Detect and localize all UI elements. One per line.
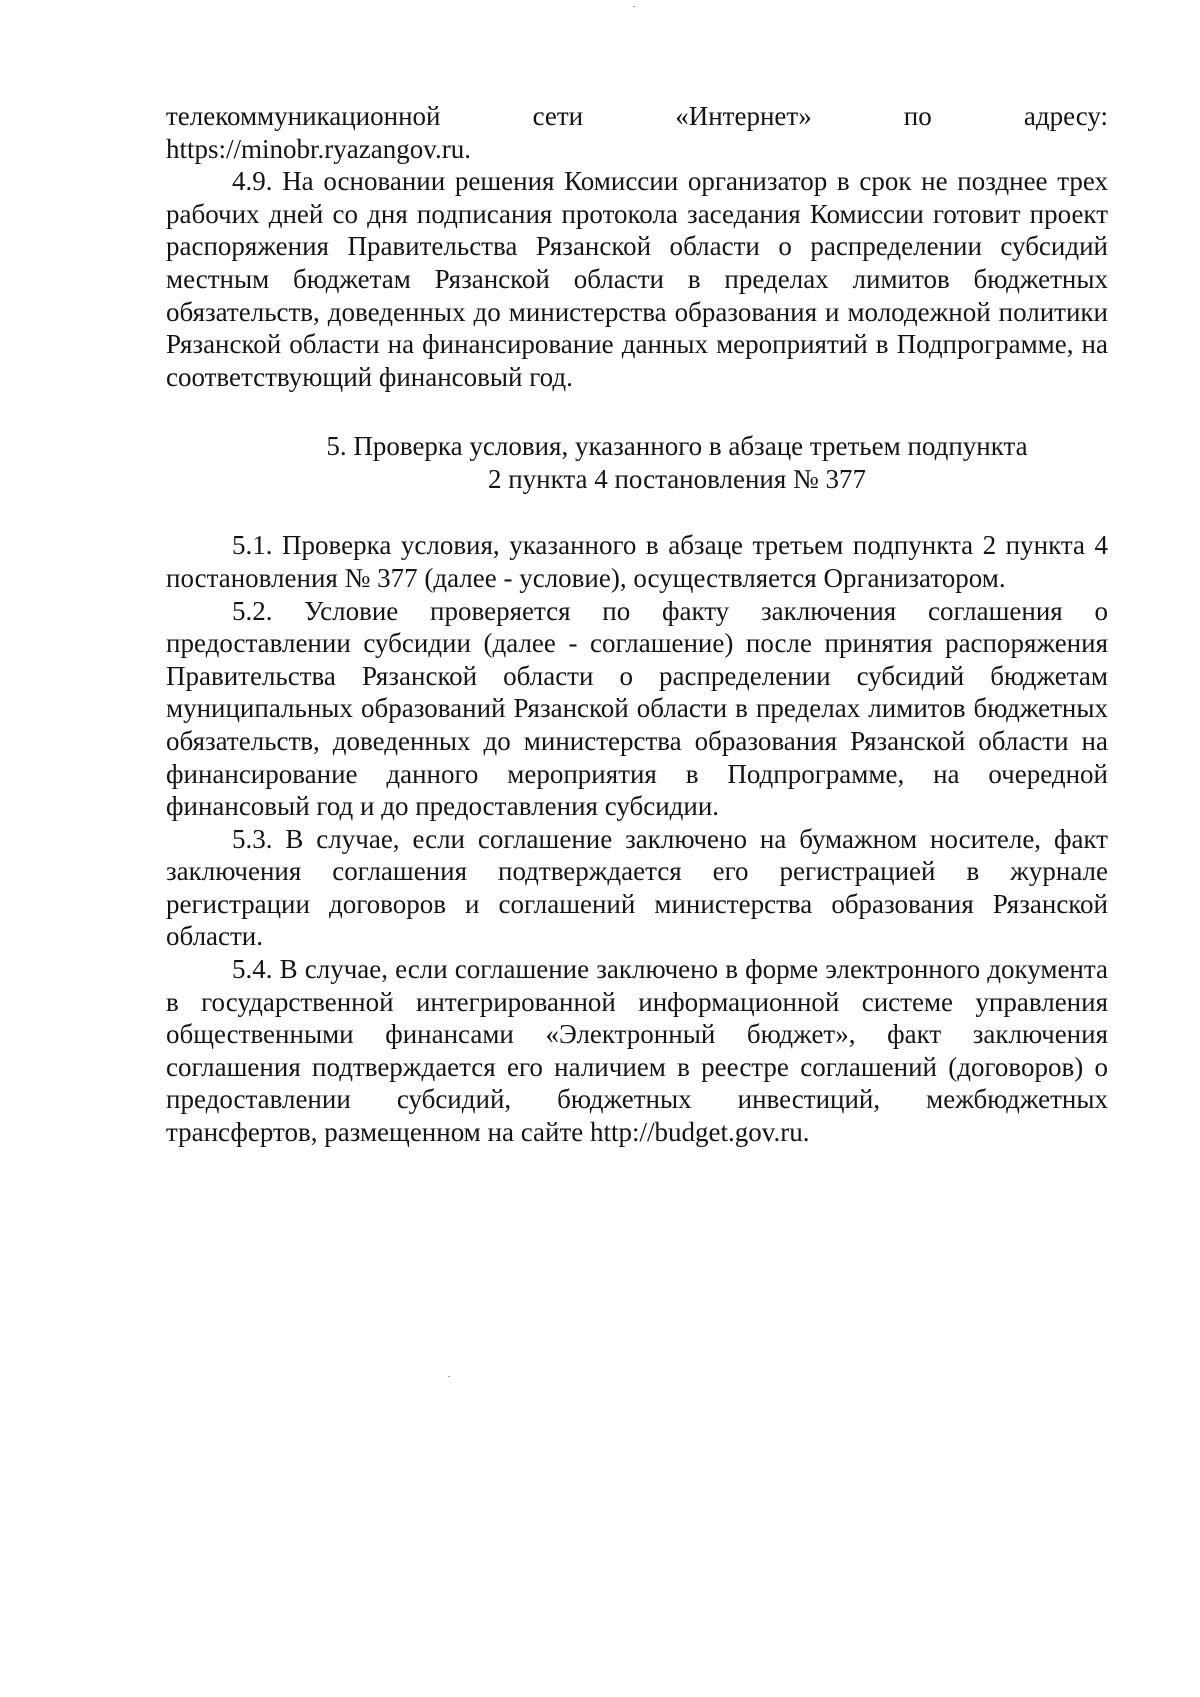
scan-speck [448,1376,450,1377]
document-body [166,100,1108,1149]
paragraph-5-1: 5.1. Проверка условия, указанного в абзаце третьем подпункта 2 пункта 4 постановления № 377 (далее - условие), осуществляется Организатором. [166,530,1108,593]
paragraph-5-2: 5.2. Условие проверяется по факту заключения соглашения о предоставлении субсидии (далее - соглашение) после принятия распоряжения Правительства Рязанской области о распределении субсидий бюджетам муниципальных образований Рязанской области в пределах лимитов бюджетных обязательств, доведенных до министерства образования Рязанской области на финансирование данного мероприятия в Подпрограмме, на очередной финансовый год и до предоставления субсидии. [166,595,1108,822]
section-5-heading-line-1: 5. Проверка условия, указанного в абзаце третьем подпункта [326,431,1028,462]
paragraph-5-4: 5.4. В случае, если соглашение заключено в форме электронного документа в государственной интегрированной информационной системе управления общественными финансами «Электронный бюджет», факт заключения соглашения подтверждается его наличием в реестре соглашений (договоров) о предоставлении субсидий, бюджетных инвестиций, межбюджетных трансфертов, размещенном на сайте http://budget.gov.ru. [166,954,1108,1148]
opening-url: https://minobr.ryazangov.ru. [166,133,471,164]
paragraph-4-9: 4.9. На основании решения Комиссии организатор в срок не позднее трех рабочих дней со дня подписания протокола заседания Комиссии готовит проект распоряжения Правительства Рязанской области о распределении субсидий местным бюджетам Рязанской области в пределах лимитов бюджетных обязательств, доведенных до министерства образования и молодежной политики Рязанской области на финансирование данных мероприятий в Подпрограмме, на соответствующий финансовый год. [166,166,1108,392]
opening-line: телекоммуникационной сети «Интернет» по адресу: [166,101,1108,131]
section-5-heading [166,430,1108,496]
paragraph-5-3: 5.3. В случае, если соглашение заключено на бумажном носителе, факт заключения соглашения подтверждается его регистрацией в журнале регистрации договоров и соглашений министерства образования Рязанской области. [166,823,1108,952]
scan-speck [633,6,635,7]
section-5-heading-line-2: 2 пункта 4 постановления № 377 [487,464,867,495]
